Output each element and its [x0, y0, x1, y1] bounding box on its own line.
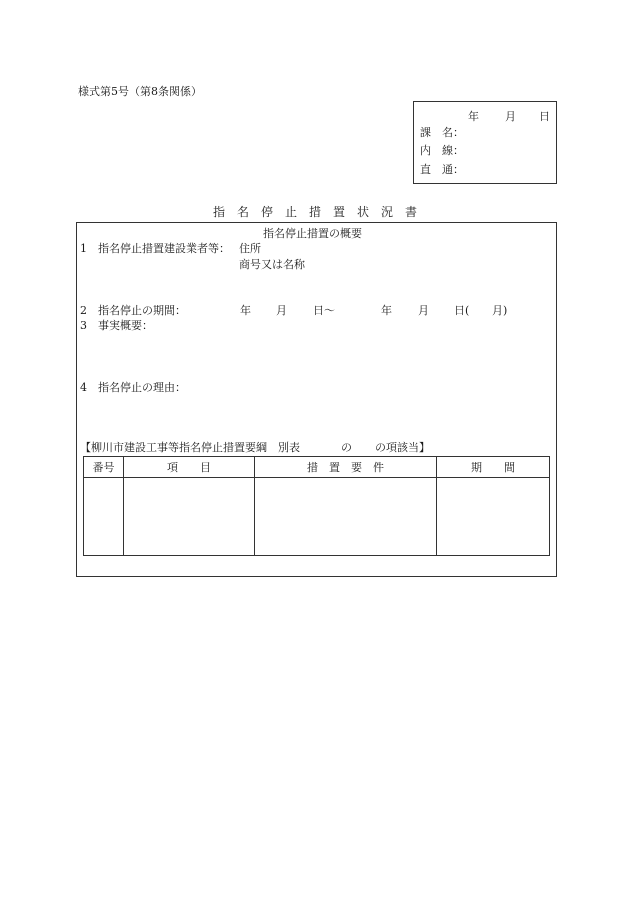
header-number: 番号	[84, 457, 124, 478]
company-name-label: 商号又は名称	[239, 258, 305, 271]
measures-table	[83, 456, 550, 556]
period-end-year: 年	[381, 304, 392, 317]
period-start-month: 月	[276, 304, 287, 317]
header-period: 期 間	[437, 457, 550, 478]
address-label: 住所	[239, 242, 261, 255]
item3-label: 3 事実概要：	[80, 319, 153, 332]
table-row	[84, 478, 550, 556]
form-number-label: 様式第5号（第8条関係）	[78, 85, 202, 98]
overview-heading: 指名停止措置の概要	[263, 227, 362, 240]
period-start-day: 日〜	[313, 304, 335, 317]
item1-label: 1 指名停止措置建設業者等：	[80, 242, 230, 255]
item2-label: 2 指名停止の期間：	[80, 304, 186, 317]
applicable-clause-prefix: 【柳川市建設工事等指名停止措置要綱 別表	[80, 441, 300, 454]
period-months: 月)	[492, 304, 508, 317]
applicable-clause-no: の	[341, 441, 352, 454]
cell-period[interactable]	[437, 478, 550, 556]
item4-label: 4 指名停止の理由：	[80, 381, 186, 394]
direct-line-label: 直 通：	[420, 163, 464, 176]
cell-number[interactable]	[84, 478, 124, 556]
date-day: 日	[539, 110, 550, 123]
date-month: 月	[505, 110, 516, 123]
period-end-month: 月	[418, 304, 429, 317]
period-end-day: 日(	[454, 304, 470, 317]
applicable-clause-suffix: の項該当】	[375, 441, 430, 454]
header-requirement: 措 置 要 件	[255, 457, 437, 478]
contact-info-box	[413, 101, 557, 184]
cell-item[interactable]	[124, 478, 255, 556]
period-start-year: 年	[240, 304, 251, 317]
date-year: 年	[468, 110, 479, 123]
table-header-row	[84, 457, 550, 478]
document-title: 指 名 停 止 措 置 状 況 書	[212, 205, 417, 219]
section-label: 課 名：	[420, 126, 464, 139]
cell-requirement[interactable]	[255, 478, 437, 556]
header-item: 項 目	[124, 457, 255, 478]
extension-label: 内 線：	[420, 144, 464, 157]
